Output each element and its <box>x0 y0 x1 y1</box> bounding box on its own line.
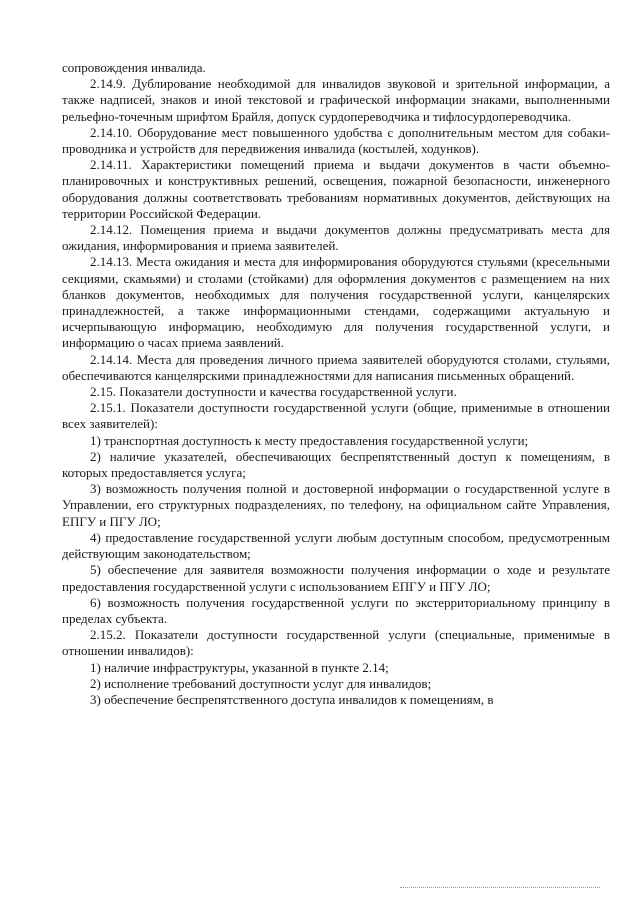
section-heading: 2.15. Показатели доступности и качества государственной услуги. <box>90 384 457 400</box>
list-item: 3) возможность получения полной и достоверной информации о государственной услуге в Управлении, его структурных подразделениях, по телефону, на официальном сайте Управления, ЕПГУ и ПГУ ЛО; <box>62 481 610 529</box>
paragraph: 2.14.14. Места для проведения личного приема заявителей оборудуются столами, стульями, обеспечиваются канцелярскими принадлежностями для написания письменных обращений. <box>62 351 610 383</box>
list-item: 2) наличие указателей, обеспечивающих беспрепятственный доступ к помещениям, в которых предоставляется услуга; <box>62 448 610 481</box>
document-body <box>62 60 610 708</box>
paragraph: 2.14.10. Оборудование мест повышенного удобства с дополнительным местом для собаки-проводника и устройств для передвижения инвалида (костылей, ходунков). <box>62 124 610 157</box>
paragraph: 2.14.9. Дублирование необходимой для инвалидов звуковой и зрительной информации, а также надписей, знаков и иной текстовой и графической информации знаками, выполненными рельефно-точечным шрифтом Брайля, допуск сурдопереводчика и тифлосурдопереводчика. <box>62 76 610 124</box>
list-item: 6) возможность получения государственной услуги по экстерриториальному принципу в пределах субъекта. <box>62 594 610 626</box>
list-item: 1) наличие инфраструктуры, указанной в пункте 2.14; <box>90 659 389 675</box>
paragraph: 2.14.12. Помещения приема и выдачи документов должны предусматривать места для ожидания, информирования и приема заявителей. <box>62 222 610 254</box>
list-item: 2) исполнение требований доступности услуг для инвалидов; <box>90 675 432 691</box>
list-item: 4) предоставление государственной услуги любым доступным способом, предусмотренным действующим законодательством; <box>62 529 610 562</box>
list-item: 3) обеспечение беспрепятственного доступа инвалидов к помещениям, в <box>90 691 494 707</box>
list-item: 5) обеспечение для заявителя возможности получения информации о ходе и результате предоставления государственной услуги с использованием ЕПГУ и ПГУ ЛО; <box>62 562 610 594</box>
paragraph: 2.15.1. Показатели доступности государственной услуги (общие, применимые в отношении всех заявителей): <box>62 400 610 432</box>
list-item: 1) транспортная доступность к месту предоставления государственной услуги; <box>90 432 529 448</box>
paragraph: 2.15.2. Показатели доступности государственной услуги (специальные, применимые в отношении инвалидов): <box>62 627 610 659</box>
paragraph: 2.14.13. Места ожидания и места для информирования оборудуются стульями (кресельными секциями, скамьями) и столами (стойками) для оформления документов с размещением на них бланков документов, необходимых для получения государственной услуги, канцелярских принадлежностей, а также информационными стендами, содержащими актуальную и исчерпывающую информацию, необходимую для получения государственной услуги, и информацию о часах приема заявлений. <box>62 254 610 351</box>
paragraph: сопровождения инвалида. <box>62 60 206 75</box>
footer-divider <box>400 887 600 889</box>
paragraph: 2.14.11. Характеристики помещений приема и выдачи документов в части объемно-планировочных и конструктивных решений, освещения, пожарной безопасности, инженерного оборудования должны соответствовать требованиям нормативных документов, действующих на территории Российской Федерации. <box>62 157 610 221</box>
